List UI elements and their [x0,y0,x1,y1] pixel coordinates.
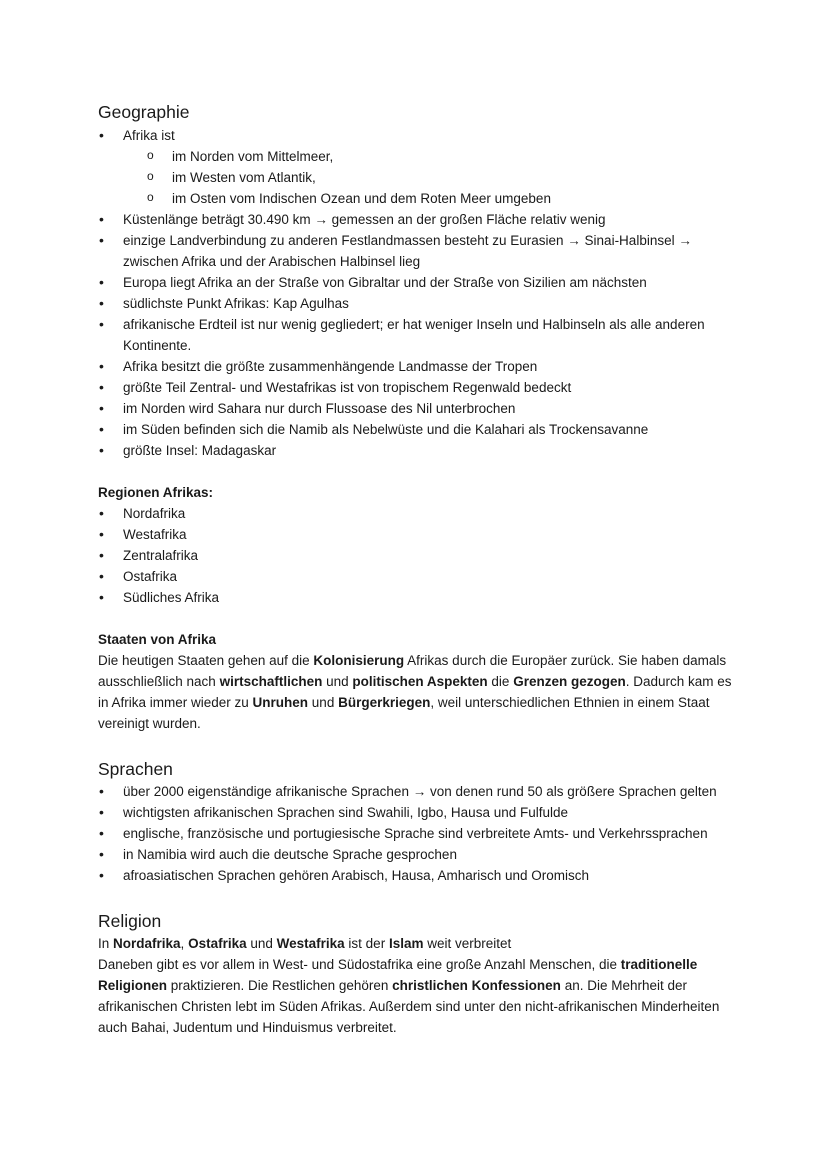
bold-term: Westafrika [276,936,345,951]
list-item: • wichtigsten afrikanischen Sprachen sind Swahili, Igbo, Hausa und Fulfulde [98,802,738,823]
bold-term: Kolonisierung [313,653,405,668]
text-run: In [98,936,114,951]
bold-term: christlichen Konfessionen [392,978,561,993]
list-item: • in Namibia wird auch die deutsche Sprache gesprochen [98,844,738,865]
list-item: • größte Teil Zentral- und Westafrikas ist von tropischem Regenwald bedeckt [98,377,738,398]
bold-term: wirtschaftlichen [219,674,323,689]
sub-list-item: o im Norden vom Mittelmeer, [98,146,738,167]
spacer [98,461,738,482]
list-item: • Nordafrika [98,503,738,524]
bold-term: traditionelle Religionen [98,957,698,993]
spacer [98,734,738,757]
text-run: weit verbreitet [423,936,512,951]
text-run: , [180,936,189,951]
sub-list-item: o im Osten vom Indischen Ozean und dem Roten Meer umgeben [98,188,738,209]
list-item: • afroasiatischen Sprachen gehören Arabisch, Hausa, Amharisch und Oromisch [98,865,738,886]
list-item: • Europa liegt Afrika an der Straße von Gibraltar und der Straße von Sizilien am nächsten [98,272,738,293]
text-run: Die heutigen Staaten gehen auf die [98,653,314,668]
list-item: • englische, französische und portugiesische Sprache sind verbreitete Amts- und Verkehrssprachen [98,823,738,844]
sub-list-item: o im Westen vom Atlantik, [98,167,738,188]
list-item: • Südliches Afrika [98,587,738,608]
regionen-list [98,503,738,608]
sub-list [98,146,738,209]
list-item-text: Afrika ist [123,128,175,143]
list-item: • Afrika besitzt die größte zusammenhängende Landmasse der Tropen [98,356,738,377]
list-item: • im Süden befinden sich die Namib als Nebelwüste und die Kalahari als Trockensavanne [98,419,738,440]
bold-term: Bürgerkriegen [338,695,431,710]
list-item: • Küstenlänge beträgt 30.490 km → gemessen an der großen Fläche relativ wenig [98,209,738,230]
list-item: • einzige Landverbindung zu anderen Festlandmassen besteht zu Eurasien → Sinai-Halbinsel → zwischen Afrika und der Arabischen Halbinsel lieg [98,230,738,272]
list-item: • Ostafrika [98,566,738,587]
text-run: die [487,674,514,689]
geographie-list [98,125,738,461]
document-page [98,100,738,1038]
list-item: • über 2000 eigenständige afrikanische Sprachen → von denen rund 50 als größere Sprachen gelten [98,781,738,802]
section-heading-regionen: Regionen Afrikas: [98,485,214,500]
section-heading-staaten: Staaten von Afrika [98,632,217,647]
text-run: Daneben gibt es vor allem in West- und Südostafrika eine große Anzahl Menschen, die [98,957,621,972]
text-run: ist der [344,936,389,951]
bold-term: Unruhen [252,695,309,710]
text-run: an. Die Mehrheit der afrikanischen Christen lebt im Süden Afrikas. Außerdem sind unter den nicht-afrikanischen Minderheiten auch Bahai, Judentum und Hinduismus verbreitet. [98,978,720,1035]
list-item: • Zentralafrika [98,545,738,566]
text-run: und [308,695,339,710]
spacer [98,886,738,909]
text-run: Afrikas durch die Europäer zurück. Sie haben damals ausschließlich nach [98,653,727,689]
list-item: • afrikanische Erdteil ist nur wenig gegliedert; er hat weniger Inseln und Halbinseln als alle anderen Kontinente. [98,314,738,356]
text-run: . Dadurch kam es in Afrika immer wieder zu [98,674,732,710]
text-run: praktizieren. Die Restlichen gehören [167,978,393,993]
bold-term: Ostafrika [188,936,247,951]
list-item: • südlichste Punkt Afrikas: Kap Agulhas [98,293,738,314]
bold-term: Islam [388,936,424,951]
staaten-paragraph [98,650,738,734]
section-heading-geographie: Geographie [98,102,190,122]
spacer [98,608,738,629]
section-heading-sprachen: Sprachen [98,759,173,779]
religion-line-1 [98,933,738,954]
list-item [98,125,738,209]
text-run: und [322,674,353,689]
list-item: • im Norden wird Sahara nur durch Flussoase des Nil unterbrochen [98,398,738,419]
religion-paragraph [98,954,738,1038]
section-heading-religion: Religion [98,911,162,931]
bold-term: politischen Aspekten [352,674,488,689]
bold-term: Nordafrika [113,936,181,951]
bold-term: Grenzen gezogen [513,674,626,689]
list-item: • größte Insel: Madagaskar [98,440,738,461]
list-item: • Westafrika [98,524,738,545]
text-run: und [246,936,277,951]
sprachen-list [98,781,738,886]
text-run: , weil unterschiedlichen Ethnien in einem Staat vereinigt wurden. [98,695,710,731]
